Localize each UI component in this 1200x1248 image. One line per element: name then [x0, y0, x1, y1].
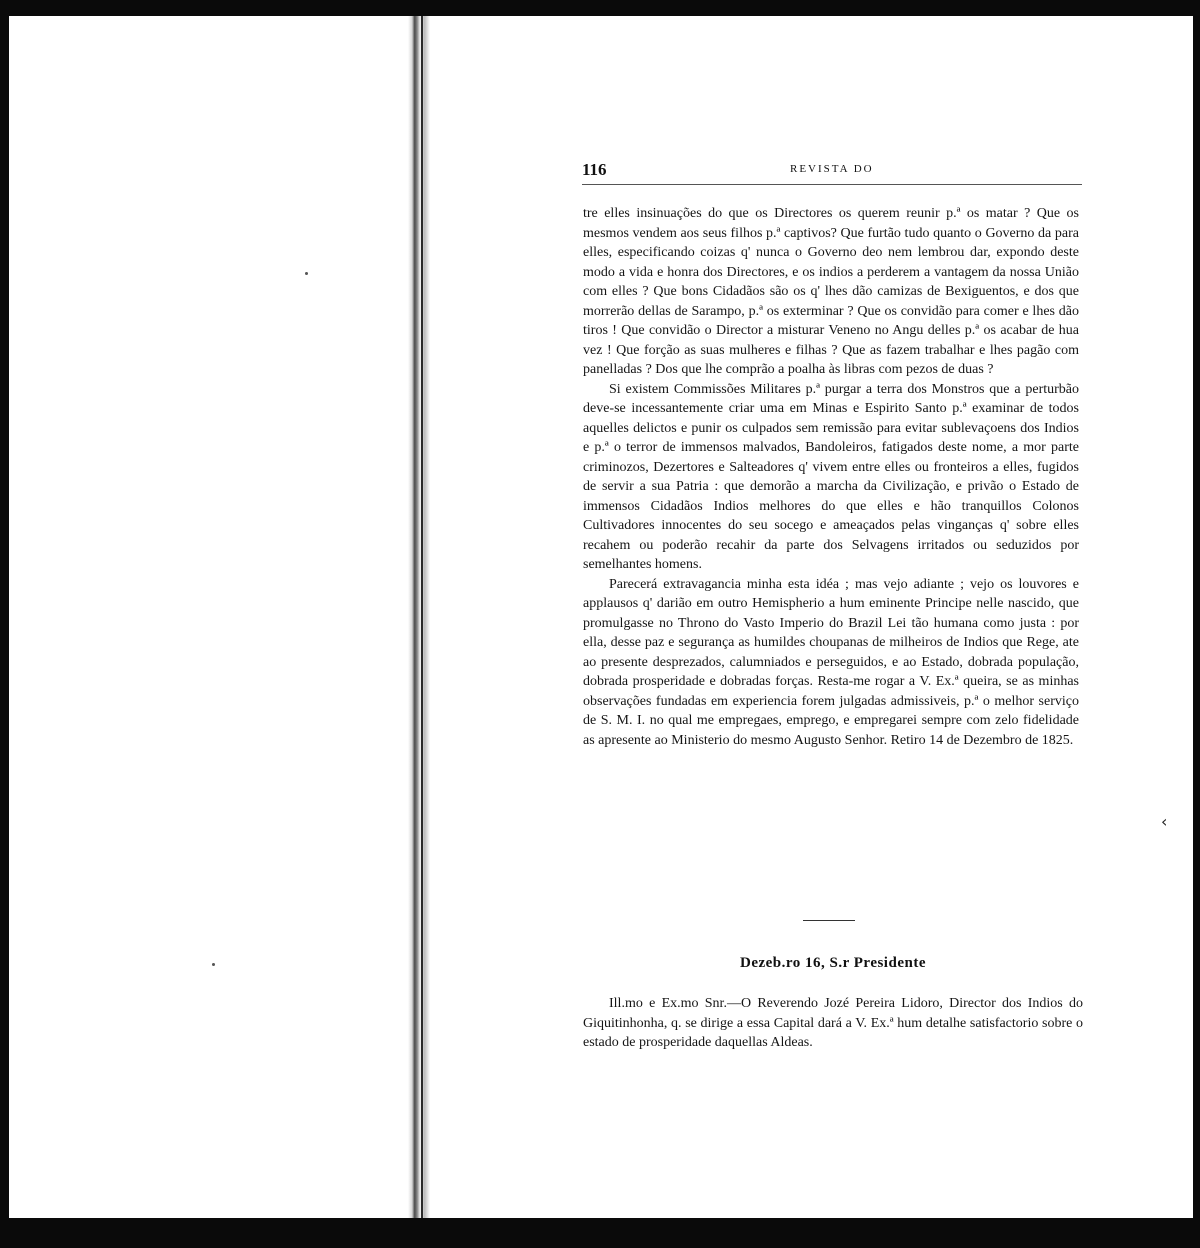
paragraph: Parecerá extravagancia minha esta idéa ; mas vejo adiante ; vejo os louvores e applausos q' darião em outro Hemispherio a hum eminente Principe nelle nascido, que promulgasse no Throno do Vasto Imperio do Brazil Lei tão humana como justa : por ella, desse paz e segurança as humildes choupanas de milheiros de Indios que Rege, ate ao presente desprezados, calumniados e perseguidos, e ao Estado, dobrada população, dobrada prosperidade e dobradas forças. Resta-me rogar a V. Ex.ª queira, se as minhas observações fundadas em experiencia forem julgadas admissiveis, p.ª o melhor serviço de S. M. I. no qual me empregaes, emprego, e empregarei sempre com zelo fidelidade as apresente ao Ministerio do mesmo Augusto Senhor. Retiro 14 de Dezembro de 1825. — [583, 576, 1079, 748]
paper-speck — [212, 963, 215, 966]
header-rule — [582, 184, 1082, 185]
journal-title: REVISTA DO — [790, 163, 874, 175]
book-gutter — [408, 16, 430, 1218]
scan-border-right — [1193, 0, 1200, 1248]
scan-border-left — [0, 0, 9, 1248]
page-number: 116 — [582, 160, 607, 179]
paragraph: Ill.mo e Ex.mo Snr.—O Reverendo Jozé Pereira Lidoro, Director dos Indios do Giquitinhonha, q. se dirige a essa Capital dará a V. Ex.ª hum detalhe satisfactorio sobre o estado de prosperidade daquellas Aldeas. — [583, 996, 1083, 1050]
letter-text — [583, 994, 1083, 1053]
running-head — [582, 160, 1082, 182]
main-text — [583, 204, 1079, 750]
paragraph: Si existem Commissões Militares p.ª purgar a terra dos Monstros que a perturbão deve-se incessantemente criar uma em Minas e Espirito Santo p.ª examinar de todos aquelles delictos e punir os culpados sem remissão para evitar sublevaçoens dos Indios e p.ª o terror de immensos malvados, Bandoleiros, fatigados deste nome, a mor parte criminozos, Dezertores e Salteadores q' vivem entre elles ou fronteiros a elles, fugidos de servir a sua Patria : que demorão a marcha da Civilização, e privão o Estado de immensos Cidadãos Indios melhores do que elles e hão tranquillos Colonos Cultivadores innocentes do seu socego e ameaçados pelas vinganças q' sobre elles recahem ou poderão recahir da parte dos Selvagens irritados ou seduzidos por semelhantes homens. — [583, 381, 1079, 572]
scan-border-bottom — [0, 1218, 1200, 1248]
section-heading: Dezeb.ro 16, S.r Presidente — [740, 955, 926, 971]
paragraph: tre elles insinuações do que os Directores os querem reunir p.ª os matar ? Que os mesmos vendem aos seus filhos p.ª captivos? Que furtão tudo quanto o Governo da para elles, especificando coizas q' nunca o Governo deo nem lembrou dar, expondo deste modo a vida e honra dos Directores, e os indios a perderem a vantagem da nossa União com elles ? Que bons Cidadãos são os q' lhes dão camizas de Bexiguentos, e dos que morrerão dellas de Sarampo, p.ª os exterminar ? Que os convidão para comer e lhes dão tiros ! Que convidão o Director a misturar Veneno no Angu delles p.ª os acabar de hua vez ! Que forção as suas mulheres e filhas ? Que as fazem trabalhar e lhes pagão com panelladas ? Dos que lhe comprão a poalha às libras com pezos de duas ? — [583, 206, 1079, 377]
scan-border-top — [0, 0, 1200, 16]
margin-mark: ‹ — [1161, 812, 1168, 831]
section-divider — [803, 920, 855, 921]
paper-speck — [305, 272, 308, 275]
gutter-fold-line — [421, 16, 423, 1218]
